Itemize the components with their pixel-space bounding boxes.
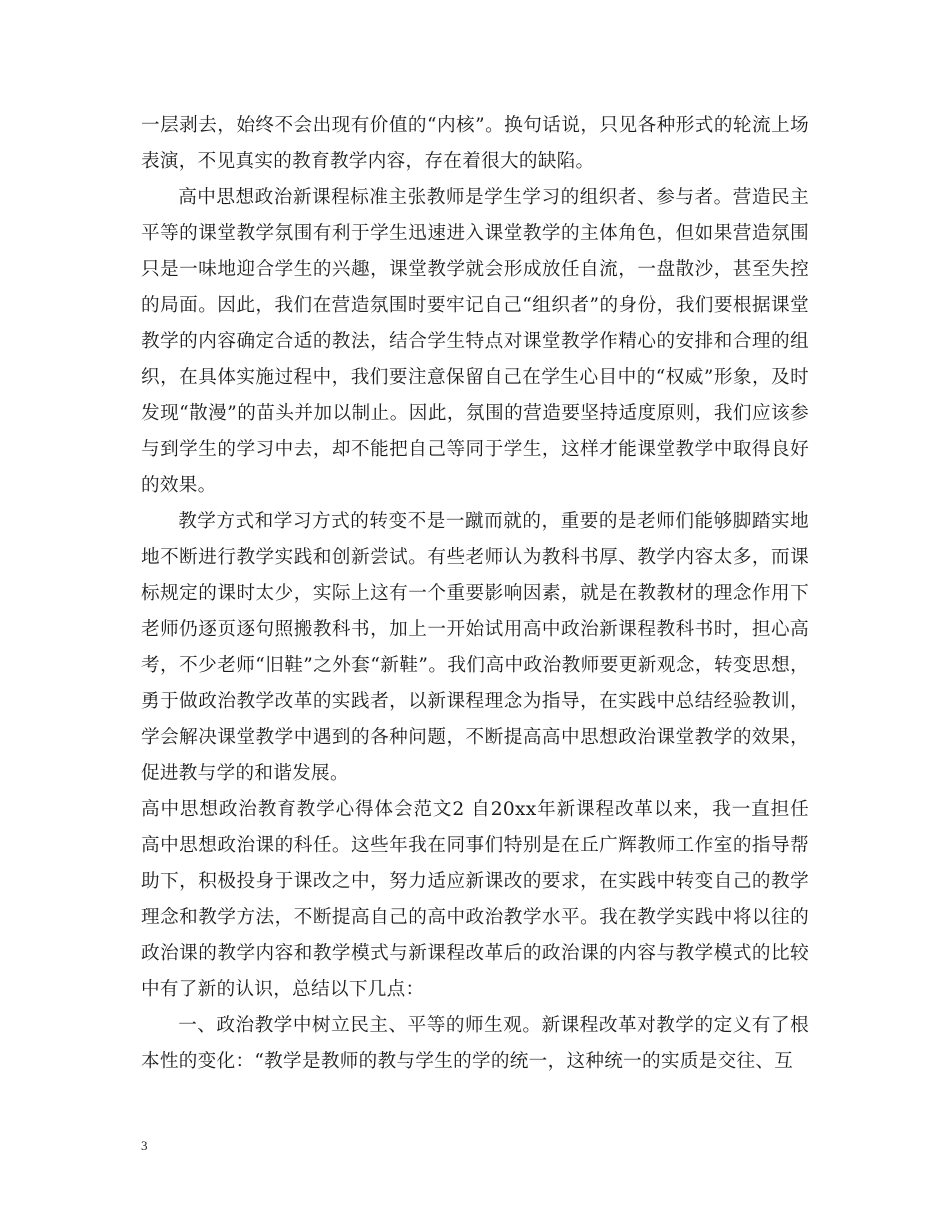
paragraph-4-text: 自20xx年新课程改革以来，我一直担任高中思想政治课的科任。这些年我在同事们特别是在丘广辉教师工作室的指导帮助下，积极投身于课改之中，努力适应新课改的要求，在实践中转变自己的教学理念和教学方法，不断提高自己的高中政治教学水平。我在教学实践中将以往的政治课的教学内容和教学模式与新课程改革后的政治课的内容与教学模式的比较中有了新的认识，总结以下几点： bbox=[141, 799, 809, 1000]
paragraph-4 bbox=[141, 792, 809, 1008]
paragraph-3: 教学方式和学习方式的转变不是一蹴而就的，重要的是老师们能够脚踏实地地不断进行教学实践和创新尝试。有些老师认为教科书厚、教学内容太多，而课标规定的课时太少，实际上这有一个重要影响因素，就是在教教材的理念作用下老师仍逐页逐句照搬教科书，加上一开始试用高中政治新课程教科书时，担心高考，不少老师“旧鞋”之外套“新鞋”。我们高中政治教师要更新观念，转变思想，勇于做政治教学改革的实践者，以新课程理念为指导，在实践中总结经验教训，学会解决课堂教学中遇到的各种问题，不断提高高中思想政治课堂教学的效果，促进教与学的和谐发展。 bbox=[141, 511, 809, 784]
document-body bbox=[141, 108, 809, 1080]
paragraph-2: 高中思想政治新课程标准主张教师是学生学习的组织者、参与者。营造民主平等的课堂教学氛围有利于学生迅速进入课堂教学的主体角色，但如果营造氛围只是一味地迎合学生的兴趣，课堂教学就会形成放任自流，一盘散沙，甚至失控的局面。因此，我们在营造氛围时要牢记自己“组织者”的身份，我们要根据课堂教学的内容确定合适的教法，结合学生特点对课堂教学作精心的安排和合理的组织，在具体实施过程中，我们要注意保留自己在学生心目中的“权威”形象，及时发现“散漫”的苗头并加以制止。因此，氛围的营造要坚持适度原则，我们应该参与到学生的学习中去，却不能把自己等同于学生，这样才能课堂教学中取得良好的效果。 bbox=[141, 187, 809, 496]
paragraph-5: 一、政治教学中树立民主、平等的师生观。新课程改革对教学的定义有了根本性的变化：“教学是教师的教与学生的学的统一，这种统一的实质是交往、互 bbox=[141, 1015, 809, 1072]
section-heading: 高中思想政治教育教学心得体会范文2 bbox=[141, 799, 465, 820]
paragraph-1: 一层剥去，始终不会出现有价值的“内核”。换句话说，只见各种形式的轮流上场表演，不见真实的教育教学内容，存在着很大的缺陷。 bbox=[141, 115, 809, 172]
page-number: 3 bbox=[141, 1138, 148, 1153]
